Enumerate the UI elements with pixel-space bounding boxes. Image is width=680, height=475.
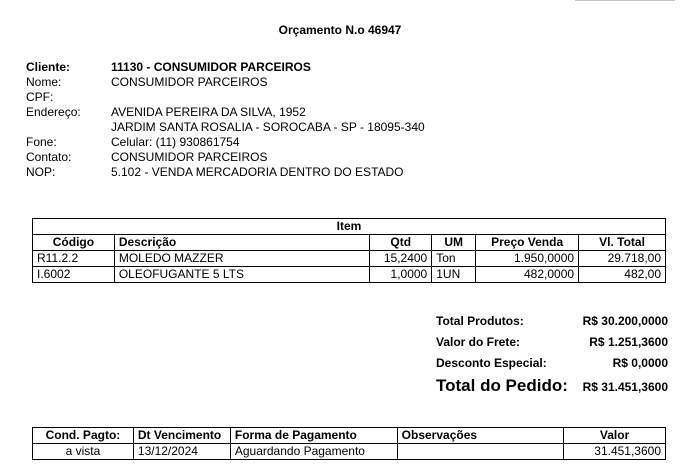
top-divider — [575, 0, 675, 1]
desconto-row — [436, 356, 668, 376]
contact-label: Contato: — [26, 150, 72, 164]
client-label: Cliente: — [26, 60, 71, 74]
cell-um: Ton — [432, 251, 476, 267]
name-row — [26, 75, 425, 90]
cell-qtd: 1,0000 — [370, 267, 432, 283]
nop-value: 5.102 - VENDA MERCADORIA DENTRO DO ESTADO — [111, 165, 404, 179]
items-header-row — [33, 235, 666, 251]
cell-valor: 31.451,3600 — [564, 444, 666, 460]
col-header-um: UM — [432, 235, 476, 251]
address-row — [26, 105, 425, 120]
valor-frete-label: Valor do Frete: — [436, 335, 521, 349]
contact-row — [26, 150, 425, 165]
items-caption-row — [33, 219, 666, 235]
cpf-label: CPF: — [26, 90, 54, 104]
totals-block — [436, 314, 668, 396]
col-header-cond-pagto: Cond. Pagto: — [33, 428, 134, 444]
name-label: Nome: — [26, 75, 62, 89]
valor-frete-row — [436, 335, 668, 356]
col-header-codigo: Código — [33, 235, 115, 251]
cell-descricao: OLEOFUGANTE 5 LTS — [114, 267, 369, 283]
col-header-dt-vencimento: Dt Vencimento — [133, 428, 230, 444]
total-pedido-value: R$ 31.451,3600 — [582, 380, 668, 394]
cell-total: 482,00 — [579, 267, 666, 283]
table-row — [33, 267, 666, 283]
items-table — [32, 218, 666, 283]
phone-value: Celular: (11) 930861754 — [111, 135, 240, 149]
cell-preco: 1.950,0000 — [476, 251, 579, 267]
items-caption: Item — [33, 219, 666, 235]
table-row — [33, 444, 666, 460]
desconto-label: Desconto Especial: — [436, 356, 547, 370]
total-produtos-value: R$ 30.200,0000 — [582, 314, 668, 328]
total-produtos-label: Total Produtos: — [436, 314, 524, 328]
col-header-total: Vl. Total — [579, 235, 666, 251]
col-header-descricao: Descrição — [114, 235, 369, 251]
address-line2-value: JARDIM SANTA ROSALIA - SOROCABA - SP - 18095-340 — [111, 120, 425, 134]
cell-codigo: R11.2.2 — [33, 251, 115, 267]
phone-label: Fone: — [26, 135, 57, 149]
cell-um: 1UN — [432, 267, 476, 283]
contact-value: CONSUMIDOR PARCEIROS — [111, 150, 268, 164]
cell-dt-vencimento: 13/12/2024 — [133, 444, 230, 460]
table-row — [33, 251, 666, 267]
valor-frete-value: R$ 1.251,3600 — [589, 335, 668, 349]
nop-label: NOP: — [26, 165, 56, 179]
payment-table — [32, 427, 666, 460]
name-value: CONSUMIDOR PARCEIROS — [111, 75, 268, 89]
col-header-forma-pagamento: Forma de Pagamento — [230, 428, 397, 444]
cell-descricao: MOLEDO MAZZER — [114, 251, 369, 267]
cell-preco: 482,0000 — [476, 267, 579, 283]
cell-cond-pagto: a vista — [33, 444, 134, 460]
cell-forma-pagamento: Aguardando Pagamento — [230, 444, 397, 460]
cell-qtd: 15,2400 — [370, 251, 432, 267]
cell-observacoes — [397, 444, 563, 460]
total-pedido-row — [436, 376, 668, 396]
nop-row — [26, 165, 425, 180]
address-value: AVENIDA PEREIRA DA SILVA, 1952 — [111, 105, 306, 119]
document-title: Orçamento N.o 46947 — [278, 23, 402, 37]
col-header-qtd: Qtd — [370, 235, 432, 251]
client-row — [26, 60, 425, 75]
cpf-row — [26, 90, 425, 105]
address-label: Endereço: — [26, 105, 81, 119]
col-header-observacoes: Observações — [397, 428, 563, 444]
desconto-value: R$ 0,0000 — [612, 356, 668, 370]
payment-header-row — [33, 428, 666, 444]
address-line2-label — [26, 120, 111, 135]
client-value: 11130 - CONSUMIDOR PARCEIROS — [111, 60, 311, 74]
total-pedido-label: Total do Pedido: — [436, 376, 568, 395]
col-header-valor: Valor — [564, 428, 666, 444]
col-header-preco: Preço Venda — [476, 235, 579, 251]
phone-row — [26, 135, 425, 150]
total-produtos-row — [436, 314, 668, 335]
client-info — [26, 60, 425, 180]
address-line2-row — [26, 120, 425, 135]
cell-codigo: I.6002 — [33, 267, 115, 283]
cell-total: 29.718,00 — [579, 251, 666, 267]
